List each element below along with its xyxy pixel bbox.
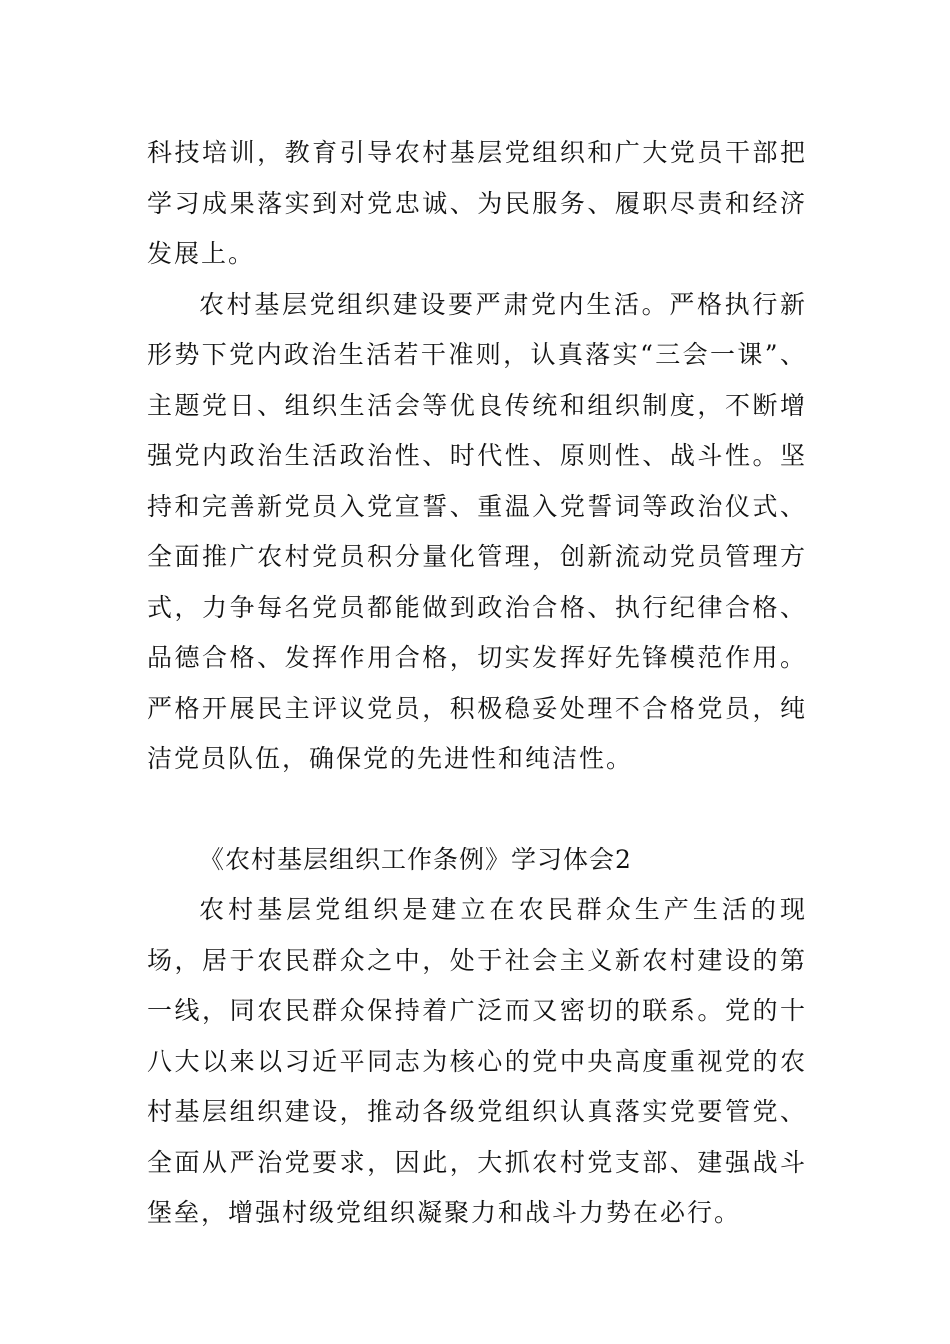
document-page <box>147 128 807 1239</box>
paragraph-rural-organizations: 农村基层党组织是建立在农民群众生产生活的现场，居于农民群众之中，处于社会主义新农村建设的第一线，同农民群众保持着广泛而又密切的联系。党的十八大以来以习近平同志为核心的党中央高度重视党的农村基层组织建设，推动各级党组织认真落实党要管党、全面从严治党要求，因此，大抓农村党支部、建强战斗堡垒，增强村级党组织凝聚力和战斗力势在必行。 <box>147 895 807 1227</box>
section-title: 《农村基层组织工作条例》学习体会2 <box>199 844 632 874</box>
paragraph-party-life: 农村基层党组织建设要严肃党内生活。严格执行新形势下党内政治生活若干准则，认真落实“三会一课”、主题党日、组织生活会等优良传统和组织制度，不断增强党内政治生活政治性、时代性、原则性、战斗性。坚持和完善新党员入党宣誓、重温入党誓词等政治仪式、全面推广农村党员积分量化管理，创新流动党员管理方式，力争每名党员都能做到政治合格、执行纪律合格、品德合格、发挥作用合格，切实发挥好先锋模范作用。严格开展民主评议党员，积极稳妥处理不合格党员，纯洁党员队伍，确保党的先进性和纯洁性。 <box>147 289 807 773</box>
section-spacer <box>147 785 807 835</box>
paragraph-continuation: 科技培训，教育引导农村基层党组织和广大党员干部把学习成果落实到对党忠诚、为民服务、履职尽责和经济发展上。 <box>147 138 807 268</box>
